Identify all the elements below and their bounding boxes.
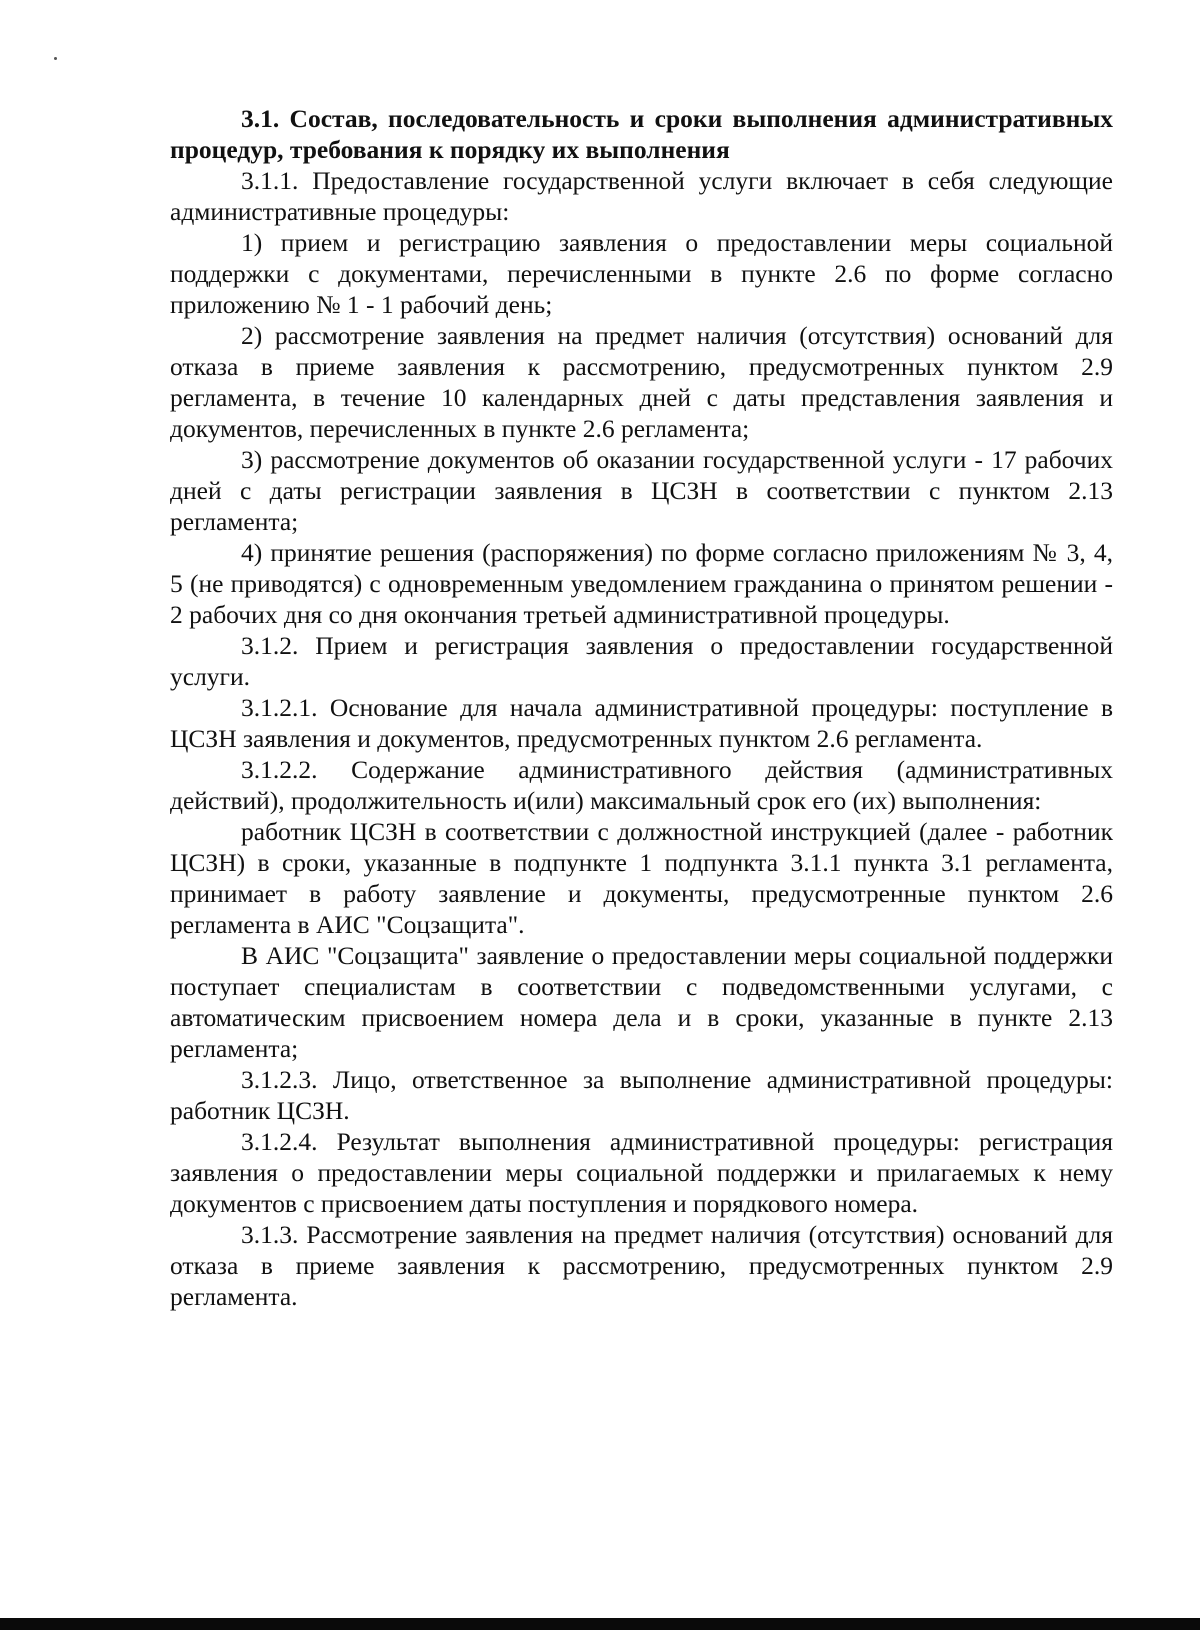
list-item-1: 1) прием и регистрацию заявления о предоставлении меры социальной поддержки с документами, перечисленными в пункте 2.6 по форме согласно приложению № 1 - 1 рабочий день; [170, 228, 1113, 319]
scan-bottom-edge [0, 1618, 1200, 1630]
paragraph-3-1-1: 3.1.1. Предоставление государственной услуги включает в себя следующие административные процедуры: [170, 166, 1113, 226]
paragraph-3-1-2-4: 3.1.2.4. Результат выполнения административной процедуры: регистрация заявления о предоставлении меры социальной поддержки и прилагаемых к нему документов с присвоением даты поступления и порядкового номера. [170, 1127, 1113, 1218]
section-heading: 3.1. Состав, последовательность и сроки выполнения административных процедур, требования к порядку их выполнения [170, 104, 1113, 164]
paragraph-3-1-2: 3.1.2. Прием и регистрация заявления о предоставлении государственной услуги. [170, 631, 1113, 691]
paragraph-3-1-2-1: 3.1.2.1. Основание для начала административной процедуры: поступление в ЦСЗН заявления и документов, предусмотренных пунктом 2.6 регламента. [170, 693, 1113, 753]
paragraph-3-1-3: 3.1.3. Рассмотрение заявления на предмет наличия (отсутствия) оснований для отказа в приеме заявления к рассмотрению, предусмотренных пунктом 2.9 регламента. [170, 1220, 1113, 1311]
document-page [170, 103, 1113, 1312]
list-item-4: 4) принятие решения (распоряжения) по форме согласно приложениям № 3, 4, 5 (не приводятся) с одновременным уведомлением гражданина о принятом решении - 2 рабочих дня со дня окончания третьей административной процедуры. [170, 538, 1113, 629]
scan-speck [54, 57, 57, 60]
paragraph-worker: работник ЦСЗН в соответствии с должностной инструкцией (далее - работник ЦСЗН) в сроки, указанные в подпункте 1 подпункта 3.1.1 пункта 3.1 регламента, принимает в работу заявление и документы, предусмотренные пунктом 2.6 регламента в АИС "Соцзащита". [170, 817, 1113, 939]
list-item-2: 2) рассмотрение заявления на предмет наличия (отсутствия) оснований для отказа в приеме заявления к рассмотрению, предусмотренных пунктом 2.9 регламента, в течение 10 календарных дней с даты представления заявления и документов, перечисленных в пункте 2.6 регламента; [170, 321, 1113, 443]
paragraph-ais: В АИС "Соцзащита" заявление о предоставлении меры социальной поддержки поступает специалистам в соответствии с подведомственными услугами, с автоматическим присвоением номера дела и в сроки, указанные в пункте 2.13 регламента; [170, 941, 1113, 1063]
paragraph-3-1-2-3: 3.1.2.3. Лицо, ответственное за выполнение административной процедуры: работник ЦСЗН. [170, 1065, 1113, 1125]
paragraph-3-1-2-2: 3.1.2.2. Содержание административного действия (административных действий), продолжительность и(или) максимальный срок его (их) выполнения: [170, 755, 1113, 815]
list-item-3: 3) рассмотрение документов об оказании государственной услуги - 17 рабочих дней с даты регистрации заявления в ЦСЗН в соответствии с пунктом 2.13 регламента; [170, 445, 1113, 536]
